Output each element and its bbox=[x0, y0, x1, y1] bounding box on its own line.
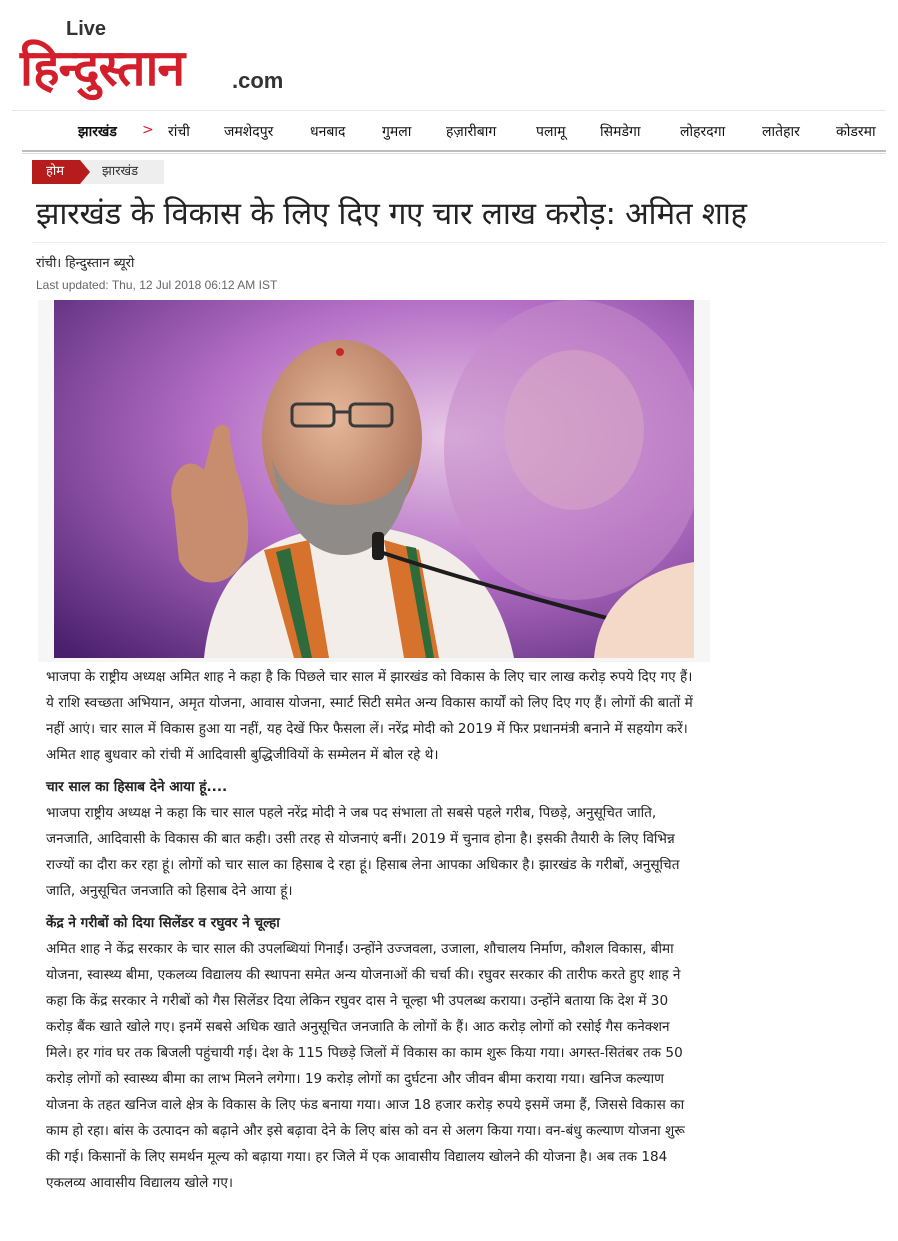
article-byline: रांची। हिन्दुस्तान ब्यूरो bbox=[36, 256, 135, 271]
subheading-1: चार साल का हिसाब देने आया हूं.... bbox=[46, 779, 228, 795]
nav-city-lohardaga[interactable]: लोहरदगा bbox=[680, 124, 726, 140]
nav-city-koderma[interactable]: कोडरमा bbox=[836, 124, 876, 140]
logo-live: Live bbox=[66, 18, 107, 40]
breadcrumb-home[interactable]: होम bbox=[32, 160, 80, 184]
headline-divider bbox=[32, 242, 886, 243]
logo-hindustan: हिन्दुस्तान bbox=[20, 39, 185, 97]
article-updated: Last updated: Thu, 12 Jul 2018 06:12 AM IST bbox=[36, 278, 278, 292]
article-photo-frame bbox=[38, 300, 710, 662]
nav-city-ranchi[interactable]: रांची bbox=[168, 124, 190, 140]
nav-city-simdega[interactable]: सिमडेगा bbox=[600, 124, 641, 140]
nav-city-gumla[interactable]: गुमला bbox=[382, 124, 412, 140]
city-nav bbox=[0, 112, 898, 150]
nav-divider-light bbox=[22, 153, 886, 154]
nav-city-dhanbad[interactable]: धनबाद bbox=[310, 124, 346, 140]
subheading-2: केंद्र ने गरीबों को दिया सिलेंडर व रघुवर ने चूल्हा bbox=[46, 915, 280, 931]
article-body bbox=[46, 664, 698, 1202]
breadcrumb-section[interactable]: झारखंड bbox=[80, 160, 164, 184]
article-photo bbox=[54, 300, 694, 658]
article-intro: भाजपा के राष्ट्रीय अध्यक्ष अमित शाह ने कहा है कि पिछले चार साल में झारखंड को विकास के लिए चार लाख करोड़ रुपये दिए गए हैं। ये राशि स्वच्छता अभियान, अमृत योजना, आवास योजना, स्मार्ट सिटी समेत अन्य विकास कार्यों को लिए दिए गए हैं। लोगों की बातों में नहीं आएं। चार साल में विकास हुआ या नहीं, यह देखें फिर फैसला लें। नरेंद्र मोदी को 2019 में फिर प्रधानमंत्री बनाने में सहयोग करें। अमित शाह बुधवार को रांची में आदिवासी बुद्धिजीवियों के सम्मेलन में बोल रहे थे। bbox=[46, 669, 693, 763]
header-divider bbox=[12, 110, 886, 111]
nav-separator: > bbox=[142, 122, 154, 138]
article-paragraph-2: अमित शाह ने केंद्र सरकार के चार साल की उपलब्धियां गिनाईं। उन्होंने उज्जवला, उजाला, शौचालय निर्माण, कौशल विकास, बीमा योजना, स्वास्थ्य बीमा, एकलव्य विद्यालय की स्थापना समेत अन्य योजनाओं की चर्चा की। रघुवर सरकार की तारीफ करते हुए शाह ने कहा कि केंद्र सरकार ने गरीबों को गैस सिलेंडर दिया लेकिन रघुवर दास ने चूल्हा भी उपलब्ध कराया। उन्होंने बताया कि देश में 30 करोड़ बैंक खाते खोले गए। इनमें सबसे अधिक खाते अनुसूचित जनजाति के लोगों के हैं। आठ करोड़ लोगों को रसोई गैस कनेक्शन मिले। हर गांव घर तक बिजली पहुंचायी गई। देश के 115 पिछड़े जिलों में विकास का काम शुरू किया गया। अगस्त-सितंबर तक 50 करोड़ लोगों को स्वास्थ्य बीमा का लाभ मिलने लगेगा। 19 करोड़ लोगों का दुर्घटना और जीवन बीमा कराया गया। खनिज कल्याण योजना के तहत खनिज वाले क्षेत्र के विकास के लिए फंड बनाया गया। आज 18 हजार करोड़ रुपये इसमें जमा हैं, जिससे विकास का काम हो रहा। बांस के उत्पादन को बढ़ाने और इसे बढ़ावा देने के लिए बांस को वन से अलग किया गया। वन-बंधु कल्याण योजना शुरू की गई। किसानों के लिए समर्थन मूल्य को बढ़ाया गया। हर जिले में एक आवासीय विद्यालय खोलने की योजना है। अब तक 184 एकलव्य आवासीय विद्यालय खोले गए। bbox=[46, 941, 685, 1191]
logo-domain: .com bbox=[232, 68, 284, 93]
article-paragraph-1: भाजपा राष्ट्रीय अध्यक्ष ने कहा कि चार साल पहले नरेंद्र मोदी ने जब पद संभाला तो सबसे पहले गरीब, पिछड़े, अनुसूचित जाति, जनजाति, आदिवासी के विकास की बात कही। उसी तरह से योजनाएं बनीं। 2019 में चुनाव होना है। इसकी तैयारी के लिए विभिन्न राज्यों का दौरा कर रहा हूं। लोगों को चार साल का हिसाब दे रहा हूं। हिसाब लेना आपका अधिकार है। झारखंड के गरीबों, अनुसूचित जाति, अनुसूचित जनजाति को हिसाब देने आया हूं। bbox=[46, 805, 680, 899]
nav-divider bbox=[22, 150, 886, 152]
nav-city-palamu[interactable]: पलामू bbox=[536, 124, 566, 140]
site-logo[interactable] bbox=[20, 14, 295, 100]
article-headline: झारखंड के विकास के लिए दिए गए चार लाख करोड़: अमित शाह bbox=[36, 196, 747, 232]
nav-city-latehar[interactable]: लातेहार bbox=[762, 124, 800, 140]
site-header bbox=[0, 0, 898, 110]
nav-city-jamshedpur[interactable]: जमशेदपुर bbox=[224, 124, 274, 140]
nav-state[interactable]: झारखंड bbox=[78, 124, 117, 140]
nav-city-hazaribagh[interactable]: हज़ारीबाग bbox=[446, 124, 497, 140]
